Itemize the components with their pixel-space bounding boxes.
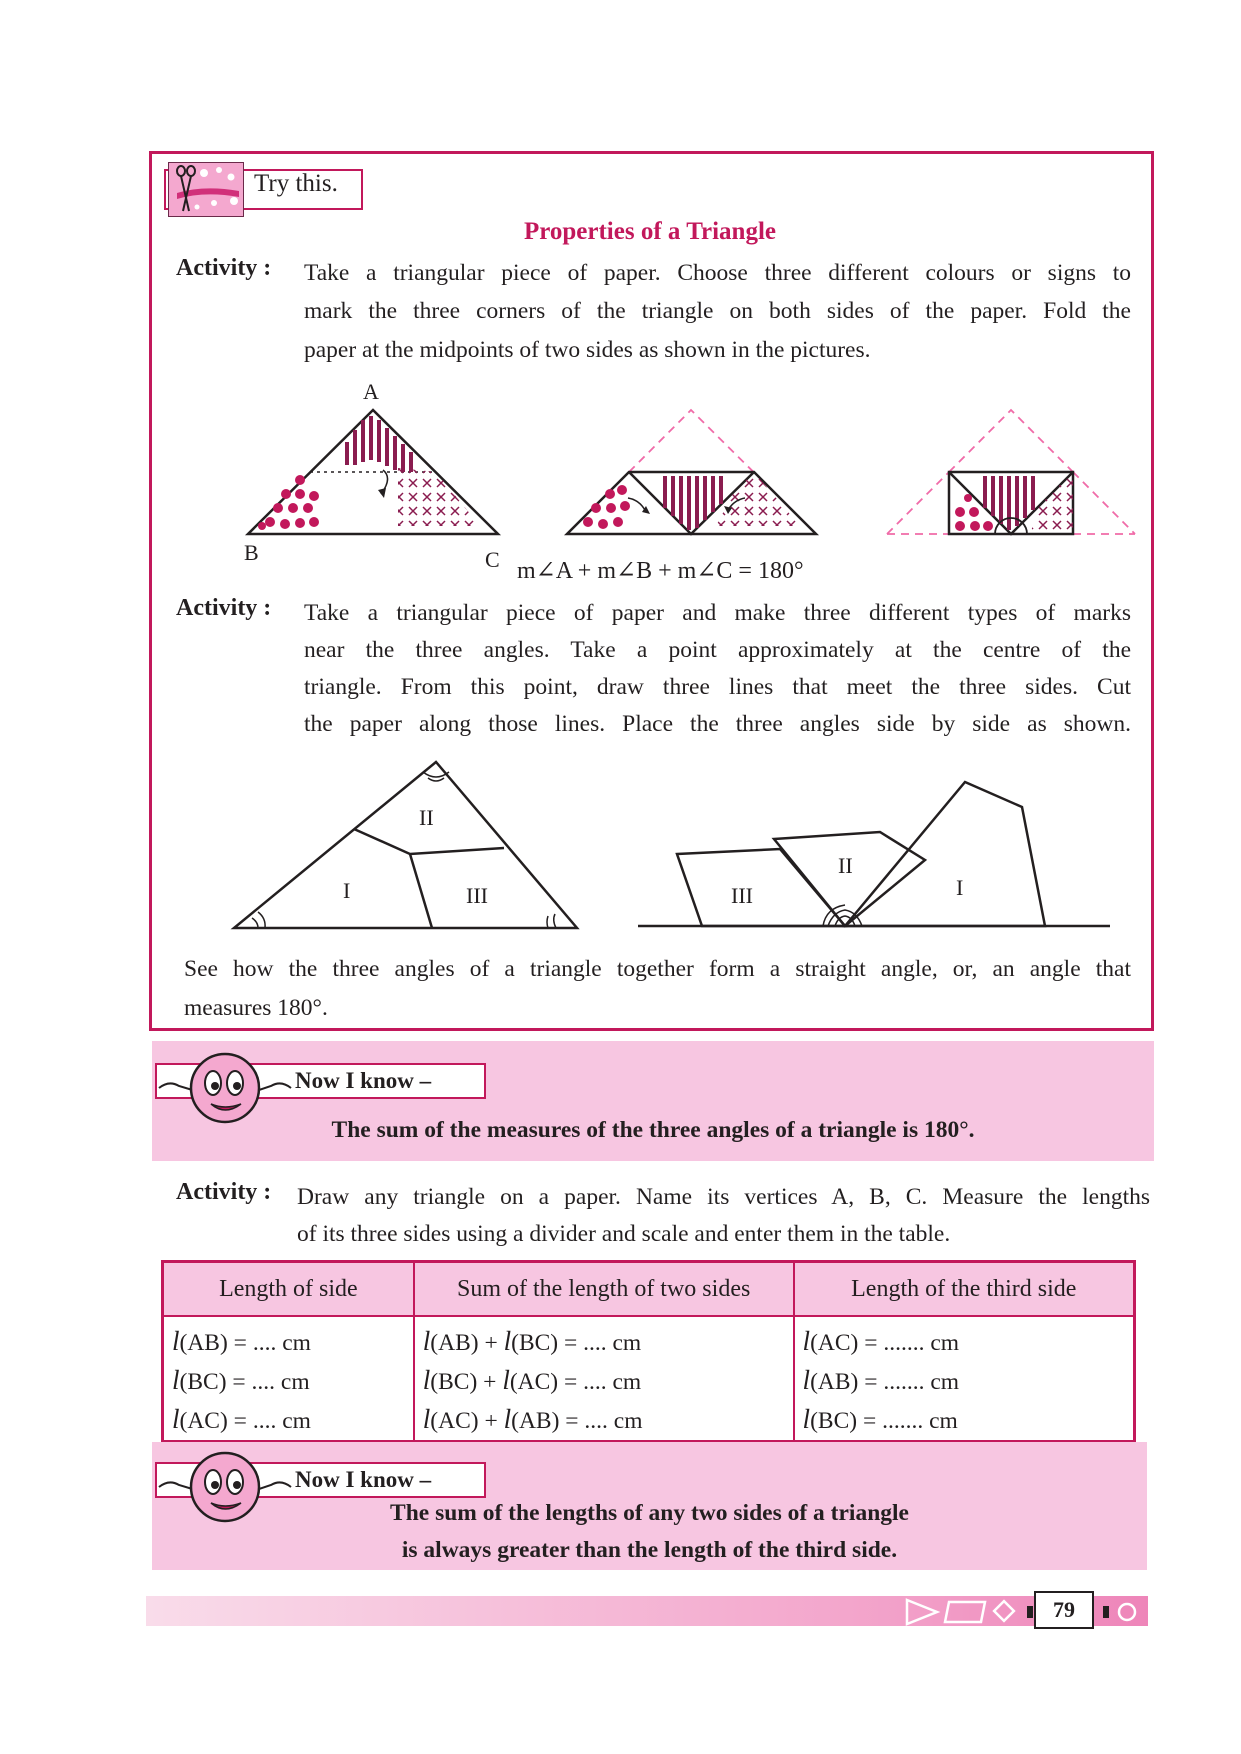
footer-shapes-icon: [905, 1596, 1145, 1628]
table-header-cell: Sum of the length of two sides: [414, 1262, 794, 1317]
now-i-know-text-2-line2: is always greater than the length of the third side.: [401, 1537, 898, 1563]
moved-piece-label-ii: II: [838, 853, 853, 878]
vertex-c-label: C: [485, 547, 500, 572]
activity3-line2: of its three sides using a divider and scale and enter them in the table.: [297, 1221, 951, 1247]
now-i-know-text-1: The sum of the measures of the three angles of a triangle is 180°.: [331, 1117, 975, 1143]
vertex-a-label: A: [363, 379, 379, 404]
now-i-know-tag-1: Now I know –: [155, 1063, 486, 1099]
triangle-folded-twice: [887, 410, 1135, 534]
folding-figure: [0, 0, 1241, 600]
now-i-know-tag-2: Now I know –: [155, 1462, 486, 1498]
activity1-line2: mark the three corners of the triangle on both sides of the paper. Fold the: [304, 298, 1131, 324]
moved-piece-label-iii: III: [731, 883, 753, 908]
vertex-b-label: B: [244, 540, 259, 565]
activity2-line3: triangle. From this point, draw three lines that meet the three sides. Cut: [304, 674, 1131, 700]
angles-on-line: [638, 782, 1110, 926]
table-cell-side: l(AB) = .... cm l(BC) = .... cm l(AC) = .... cm: [163, 1316, 414, 1442]
activity3-line1: Draw any triangle on a paper. Name its vertices A, B, C. Measure the lengths: [297, 1184, 1150, 1210]
table-header-row: [163, 1262, 1135, 1317]
table-cell-third: l(AC) = ....... cm l(AB) = ....... cm l(BC) = ....... cm: [794, 1316, 1135, 1442]
page-number: 79: [1034, 1591, 1094, 1629]
activity-label-2: Activity :: [176, 595, 272, 621]
table-row: [163, 1316, 1135, 1442]
conclusion-line1: See how the three angles of a triangle together form a straight angle, or, an angle that: [184, 956, 1131, 982]
section-title: Properties of a Triangle: [523, 218, 777, 245]
activity1-line1: Take a triangular piece of paper. Choose three different colours or signs to: [304, 260, 1131, 286]
conclusion-line2: measures 180°.: [184, 995, 328, 1021]
side-length-table: [161, 1260, 1136, 1443]
triangle-abc: [244, 379, 500, 572]
piece-label-iii: III: [466, 883, 488, 908]
activity1-line3: paper at the midpoints of two sides as shown in the pictures.: [304, 337, 871, 363]
angle-sum-equation: m∠A + m∠B + m∠C = 180°: [517, 558, 804, 584]
moved-piece-label-i: I: [956, 875, 964, 900]
activity-label-1: Activity :: [176, 255, 272, 281]
cut-pieces-figure: [0, 740, 1241, 940]
triangle-cut: [234, 762, 577, 928]
now-i-know-text-2-line1: The sum of the lengths of any two sides of a triangle: [390, 1500, 909, 1526]
activity2-line4: the paper along those lines. Place the three angles side by side as shown.: [304, 711, 1131, 737]
table-header-cell: Length of side: [163, 1262, 414, 1317]
activity-label-3: Activity :: [176, 1179, 272, 1205]
activity2-line1: Take a triangular piece of paper and make three different types of marks: [304, 600, 1131, 626]
table-header-cell: Length of the third side: [794, 1262, 1135, 1317]
table-cell-sum: l(AB) + l(BC) = .... cm l(BC) + l(AC) = .... cm l(AC) + l(AB) = .... cm: [414, 1316, 794, 1442]
piece-label-i: I: [343, 878, 351, 903]
triangle-folded-once: [567, 410, 816, 534]
try-this-text: Try this.: [254, 170, 338, 197]
piece-label-ii: II: [419, 805, 434, 830]
activity2-line2: near the three angles. Take a point approximately at the centre of the: [304, 637, 1131, 663]
